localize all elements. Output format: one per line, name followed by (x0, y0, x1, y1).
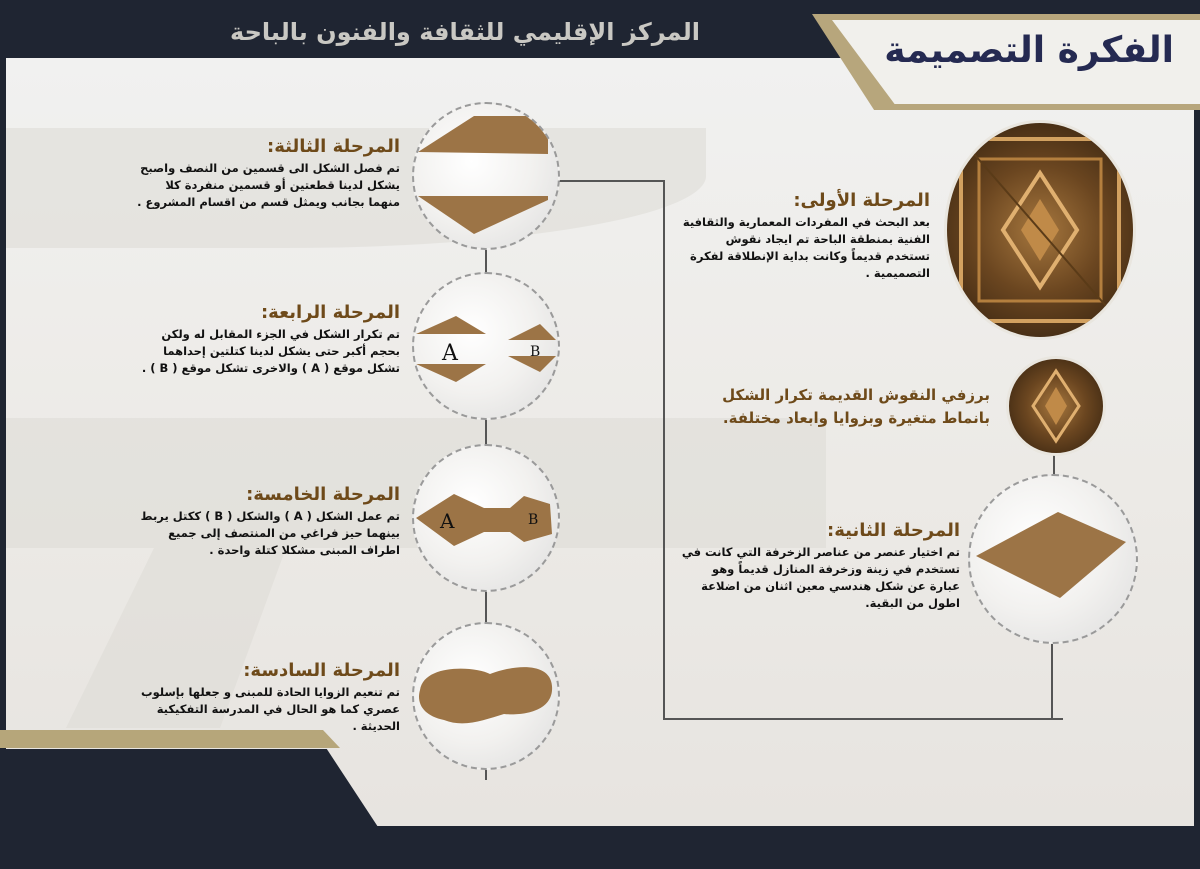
stage-two-body: تم اختيار عنصر من عناصر الزخرفة التي كانت في تستخدم في زينة وزخرفة المنازل قديماً وهو عبارة عن شكل هندسي معين اثنان من اضلاعة اطول من البقية. (681, 545, 960, 610)
carving-note-line1: برزفي النقوش القديمة تكرار الشكل (722, 386, 990, 404)
stage-three-title: المرحلة الثالثة: (267, 136, 400, 157)
connector-line (1051, 640, 1053, 720)
stage-two-title: المرحلة الثانية: (827, 520, 960, 541)
carving-note-line2: بانماط متغيرة وبزوايا وابعاد مختلفة. (722, 409, 990, 427)
badge-title: الفكرة التصميمة (884, 30, 1174, 71)
stage-five-text (130, 484, 400, 559)
stage-three-body: تم فصل الشكل الى قسمين من النصف واصبح يشكل لدينا قطعتين أو قسمين منفردة كلا منهما بجانب ويمثل قسم من اقسام المشروع . (137, 161, 400, 209)
stage-four-diagram (412, 272, 560, 420)
stage-four-title: المرحلة الرابعة: (260, 302, 400, 323)
carving-note (680, 384, 990, 430)
carving-detail (1009, 359, 1103, 453)
stage-three-text (130, 136, 400, 211)
stage-two-text (680, 520, 960, 612)
smoothed-mass-shape (414, 624, 558, 768)
label-b: B (530, 344, 541, 360)
repeated-shapes (414, 274, 558, 418)
carving-photo-large (944, 120, 1136, 340)
stage-four-body: تم تكرار الشكل في الجزء المقابل له ولكن بحجم أكبر حتى يشكل لدينا كتلتين إحداهما تشكل موقع ( A ) والاخرى تشكل موقع ( B ) . (141, 327, 400, 375)
stage-one-body: بعد البحث في المفردات المعمارية والثقافية الفنية بمنطقة الباحة تم ايجاد نقوش تستخدم قديماً وكانت بداية الإنطلاقة لفكرة التصميمية . (682, 215, 930, 280)
stage-one-text (680, 190, 930, 282)
stage-six-title: المرحلة السادسة: (243, 660, 400, 681)
bottom-dark-wedge (0, 740, 380, 830)
stage-two-diagram (968, 474, 1138, 644)
label-b: B (528, 512, 539, 528)
carving-pattern (947, 123, 1133, 337)
stage-six-body: تم تنعيم الزوايا الحادة للمبنى و جعلها بإسلوب عصري كما هو الحال في المدرسة التفكيكية الحديثة . (141, 685, 400, 733)
stage-six-diagram (412, 622, 560, 770)
connector-line (551, 180, 663, 182)
stage-one-title: المرحلة الأولى: (793, 190, 930, 211)
connected-mass-shape (414, 446, 558, 590)
connector-line (1053, 455, 1055, 475)
stage-five-title: المرحلة الخامسة: (246, 484, 400, 505)
bottom-dark-band (0, 826, 1200, 869)
connector-line (663, 718, 1063, 720)
split-diamond-shape (414, 104, 558, 248)
stage-six-text (130, 660, 400, 735)
label-a: A (442, 341, 458, 366)
stage-three-diagram (412, 102, 560, 250)
connector-line (663, 180, 665, 720)
stage-five-body: تم عمل الشكل ( A ) والشكل ( B ) ككتل يربط بينهما حيز فراغي من المنتصف إلى جميع اطراف المبنى مشكلا كتلة واحدة . (140, 509, 400, 557)
header-title: المركز الإقليمي للثقافة والفنون بالباحة (230, 18, 700, 46)
rhombus-shape (970, 476, 1136, 642)
label-a: A (440, 509, 455, 533)
carving-photo-small (1006, 356, 1106, 456)
stage-four-text (130, 302, 400, 377)
stage-five-diagram (412, 444, 560, 592)
